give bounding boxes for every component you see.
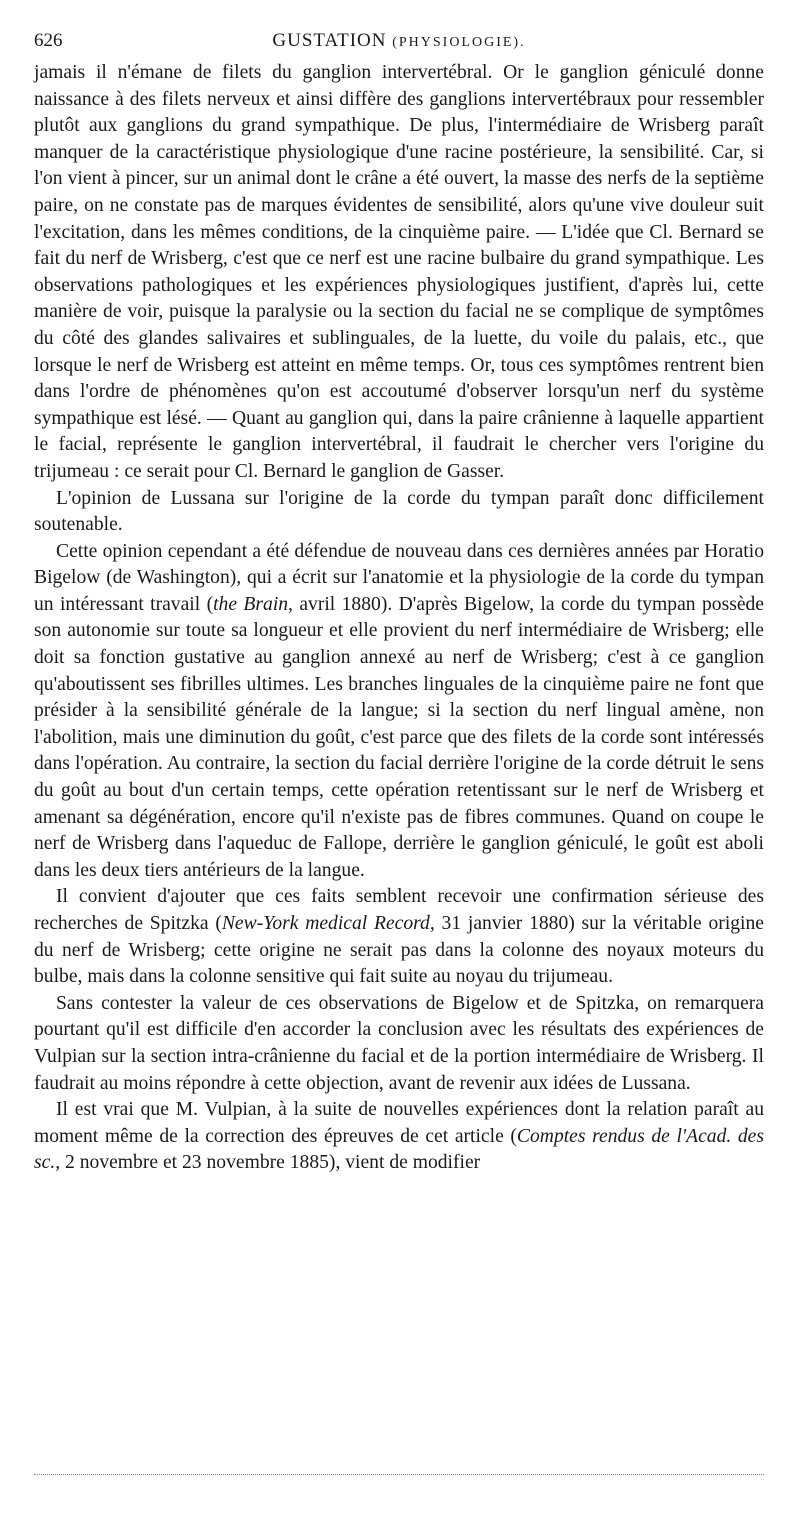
running-header <box>34 22 764 56</box>
page-number: 626 <box>34 30 63 51</box>
paragraph-1 <box>34 60 764 486</box>
paragraph-3-text-a: Cette opinion cependant a été défendue de nouveau dans ces dernières années par Horatio Bigelow (de Washington), qui a écrit sur l'anatomie et la physiologie de la corde du tympan un intéressant travail ( <box>34 540 764 615</box>
paragraph-6 <box>34 1097 764 1177</box>
paragraph-5 <box>34 991 764 1097</box>
paragraph-4-text-a: Il convient d'ajouter que ces faits semblent recevoir une confirmation sérieuse des recherches de Spitzka ( <box>34 886 764 934</box>
paragraph-3-text-b: avril 1880). D'après Bigelow, la corde du tympan possède son autonomie sur toute sa longueur et elle provient du nerf intermédiaire de Wrisberg; elle doit sa fonction gustative au ganglion annexé au nerf de Wrisberg; c'est à ce ganglion qu'aboutissent ses fibrilles ultimes. Les branches linguales de la cinquième paire ne font que présider à la sensibilité générale de la langue; si la section du nerf lingual amène, non l'abolition, mais une diminution du goût, c'est parce que des filets de la corde sont intéressés dans l'opération. Au contraire, la section du facial derrière l'origine de la corde détruit le sens du goût au bout d'un certain temps, cette opération retentissant sur le nerf de Wrisberg et amenant sa dégénération, encore qu'il n'existe pas de fibres communes. Quand on coupe le nerf de Wrisberg dans l'aqueduc de Fallope, derrière le ganglion géniculé, le goût est aboli dans les deux tiers antérieurs de la langue. <box>34 593 765 881</box>
paragraph-2-text: L'opinion de Lussana sur l'origine de la corde du tympan paraît donc difficilement soutenable. <box>34 487 764 536</box>
paragraph-4-text-b: 31 janvier 1880) sur la véritable origine du nerf de Wrisberg; cette origine ne serait pas dans la colonne des noyaux moteurs du bulbe, mais dans la colonne sensitive qui fait suite au noyau du trijumeau. <box>34 913 764 988</box>
paragraph-3 <box>34 539 764 885</box>
citation-the-brain: the Brain, <box>213 593 293 615</box>
citation-comptes-rendus: Comptes rendus de l'Acad. des sc., <box>34 1125 765 1174</box>
paragraph-4 <box>34 884 764 990</box>
running-title <box>34 30 764 52</box>
footer-rule <box>34 1474 764 1475</box>
citation-new-york-medical-record: New-York medical Record, <box>221 913 435 934</box>
page-body <box>34 60 764 1177</box>
header-subtitle: (PHYSIOLOGIE). <box>392 35 526 50</box>
paragraph-6-text-a: Il est vrai que M. Vulpian, à la suite de nouvelles expériences dont la relation paraît au moment même de la correction des épreuves de cet article ( <box>34 1099 764 1147</box>
header-title: GUSTATION <box>272 30 387 51</box>
paragraph-5-text: Sans contester la valeur de ces observations de Bigelow et de Spitzka, on remarquera pourtant qu'il est difficile d'en accorder la conclusion avec les résultats des expériences de Vulpian sur la section intra-crânienne du facial et de la portion intermédiaire de Wrisberg. Il faudrait au moins répondre à cette objection, avant de revenir aux idées de Lussana. <box>34 992 764 1094</box>
paragraph-2 <box>34 486 764 539</box>
paragraph-6-text-b: 2 novembre et 23 novembre 1885), vient de modifier <box>60 1152 481 1174</box>
paragraph-1-text: jamais il n'émane de filets du ganglion intervertébral. Or le ganglion géniculé donne naissance à des filets nerveux et ainsi diffère des ganglions intervertébraux pour ressembler plutôt aux ganglions du grand sympathique. De plus, l'intermédiaire de Wrisberg paraît manquer de la caractéristique physiologique d'une racine postérieure, la sensibilité. Car, si l'on vient à pincer, sur un animal dont le crâne a été ouvert, la masse des nerfs de la septième paire, on ne constate pas de marques évidentes de sensibilité, alors qu'une vive douleur suit l'excitation, dans les mêmes conditions, de la cinquième paire. — L'idée que Cl. Bernard se fait du nerf de Wrisberg, c'est que ce nerf est une racine bulbaire du grand sympathique. Les observations pathologiques et les expériences physiologiques justifient, d'après lui, cette manière de voir, puisque la paralysie ou la section du facial ne se complique de symptômes du côté des glandes salivaires et sublinguales, de la luette, du voile du palais, etc., que lorsque le nerf de Wrisberg est atteint en même temps. Or, tous ces symptômes rentrent bien dans l'ordre de phénomènes qu'on est accoutumé d'observer lorsqu'un nerf du système sympathique est lésé. — Quant au ganglion qui, dans la paire crânienne à laquelle appartient le facial, représente le ganglion intervertébral, il faudrait le chercher vers l'origine du trijumeau : ce serait pour Cl. Bernard le ganglion de Gasser. <box>34 62 764 482</box>
